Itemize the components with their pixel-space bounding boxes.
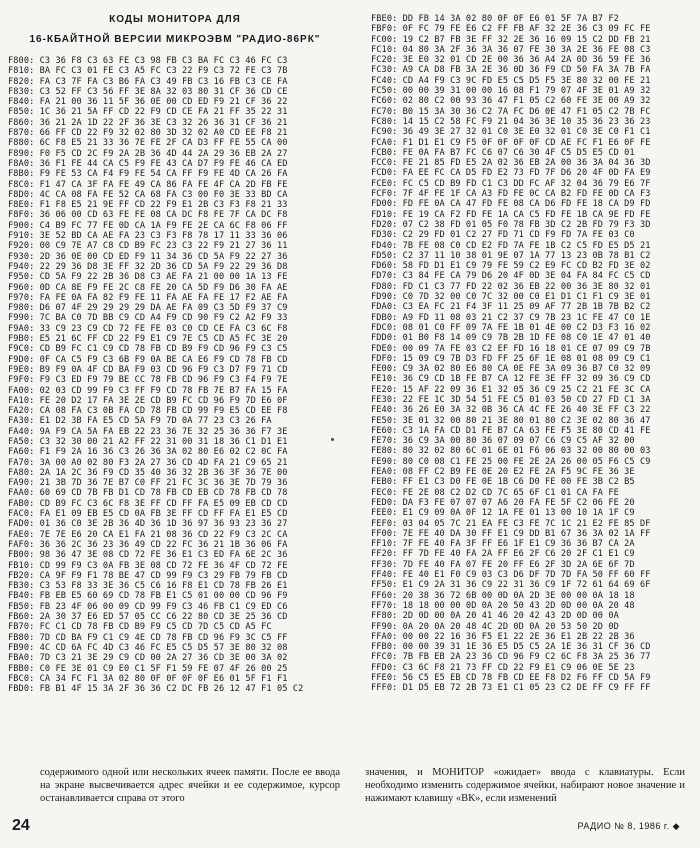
hex-dump-line: FE60: C3 1A FA CD D1 FE B7 CA 63 FE F5 3E 80 CD 41 FE xyxy=(371,425,651,436)
hex-dump-line: FAD0: 01 36 C0 3E 2B 36 4D 36 1D 36 97 36 93 23 36 27 xyxy=(8,519,288,530)
hex-dump-line: FB00: 98 36 47 3E 08 CD 72 FE 36 E1 C3 ED FA 6E 2C 36 xyxy=(8,550,288,561)
hex-dump-line: F8A0: 36 F1 FE 44 CA C5 F9 FE 43 CA D7 F9 FE 46 CA ED xyxy=(8,158,288,169)
hex-dump-line: F830: C3 52 FF C3 56 FF 3E 8A 32 03 80 31 CF 36 CD CE xyxy=(8,86,288,97)
hex-dump-line: FBB0: C0 FE 3E 01 C9 E0 C1 5F F1 59 FE 07 4F 26 00 25 xyxy=(8,663,288,674)
hex-dump-line: F990: 7C BA C0 7D BB C9 CD A4 F9 CD 90 F9 C2 A2 F9 33 xyxy=(8,313,288,324)
hex-dump-line: FF50: E1 C9 2A 31 36 C9 22 31 36 C9 1F 72 61 64 69 6F xyxy=(371,580,651,591)
hex-dump-line: FD50: C2 37 11 10 38 01 9E 07 1A 77 13 23 0B 78 B1 C2 xyxy=(371,250,651,261)
hex-dump-line: F9F0: F9 C3 ED F9 79 BE CC 78 FB CD 96 F9 C3 F4 F9 7E xyxy=(8,375,288,386)
hex-dump-line: F860: 36 21 2A 1D 22 2F 36 3E C3 32 26 36 31 CF 36 21 xyxy=(8,117,288,128)
hex-dump-line: FDE0: 00 09 7A FE 03 C2 EF FD 16 18 01 CE 07 09 C9 7B xyxy=(371,343,651,354)
hex-dump-line: FC30: A9 CA D8 FB 3A 2E 36 0D 36 F9 CD 50 FA 3A 7B FA xyxy=(371,65,651,76)
hex-dump-line: FA20: CA 08 FA C3 0B FA CD 78 FB CD 99 F9 E5 CD EE F8 xyxy=(8,406,288,417)
hex-dump-line: FE40: 36 26 E0 3A 32 0B 36 CA 4C FE 26 40 3E FF C3 22 xyxy=(371,405,651,416)
hex-dump-line: FBD0: FB B1 4F 15 3A 2F 36 36 C2 DC FB 26 12 47 F1 05 C2 xyxy=(8,684,304,695)
hex-dump-line: FC90: 36 49 3E 27 32 01 C0 3E E0 32 01 C0 3E C0 F1 C1 xyxy=(371,127,651,138)
hex-dump-line: FCF0: 7F 4F FE 1F CA A3 FD FE 0C CA B2 FD FE 0D CA F3 xyxy=(371,189,651,200)
hex-dump-line: FB30: C3 53 F8 33 3E 36 C5 C6 16 F8 E1 CD 78 FB 26 E1 xyxy=(8,581,288,592)
hex-dump-line: F9D0: 0F CA C5 F9 C3 6B F9 0A BE CA E6 F9 CD 78 FB CD xyxy=(8,354,288,365)
hex-dump-line: FAA0: 60 69 CD 7B FB D1 CD 78 FB CD EB CD 78 FB CD 78 xyxy=(8,488,288,499)
hex-dump-line: FB60: 2A 30 37 E6 ED 57 05 CC C6 22 80 CD 3E 25 36 CD xyxy=(8,612,288,623)
hex-dump-line: F970: FA FE 0A FA 82 F9 FE 11 FA AE FA FE 17 F2 AE FA xyxy=(8,292,288,303)
hex-dump-line: F930: 2D 36 0E 00 CD ED F9 11 34 36 CD 5A F9 22 27 36 xyxy=(8,251,288,262)
hex-dump-line: FB20: CA 9F F9 F1 78 BE 47 CD 99 F9 C3 29 FB 79 FB CD xyxy=(8,570,288,581)
hex-dump-line: F8B0: F9 FE 53 CA F4 F9 FE 54 CA FF F9 FE 4D CA 26 FA xyxy=(8,169,288,180)
hex-dump-line: FAC0: FA E1 09 EB E5 CD 0A FB 3E FF CD FF FA E1 E5 CD xyxy=(8,509,288,520)
hex-dump-line: FEE0: E1 C9 09 0A 0F 12 1A FE 01 13 00 10 1A 1F C9 xyxy=(371,508,635,519)
hex-dump-line: FA10: FE 20 D2 17 FA 3E 2E CD B9 FC CD 96 F9 7D E6 0F xyxy=(8,395,288,406)
hex-dump-line: FB80: 7D CD BA F9 C1 C9 4E CD 78 FB CD 96 F9 3C C5 FF xyxy=(8,632,288,643)
hex-dump-line: F820: FA C3 7F FA C3 B6 FA C3 49 FB C3 16 FB C3 CE FA xyxy=(8,76,288,87)
page-title: КОДЫ МОНИТОРА ДЛЯ xyxy=(109,14,241,25)
hex-dump-line: FEF0: 03 04 05 7C 21 EA FE C3 FE 7C 1C 21 E2 FE 85 DF xyxy=(371,518,651,529)
hex-dump-right-column xyxy=(371,14,651,694)
hex-dump-line: FED0: DA F3 FE 07 07 07 A6 20 FA FE 5F C2 06 FE 20 xyxy=(371,497,635,508)
hex-dump-line: F8F0: 36 06 00 CD 63 FE FE 08 CA DC F8 FE 7F CA DC F8 xyxy=(8,210,288,221)
hex-dump-line: FB40: FB EB E5 60 69 CD 78 FB E1 C5 01 00 00 CD 96 F9 xyxy=(8,591,288,602)
hex-dump-line: FA60: F1 F9 2A 16 36 C3 26 36 3A 02 80 E6 02 C2 0C FA xyxy=(8,447,288,458)
hex-dump-line: FCA0: F1 D1 E1 C9 F5 0F 0F 0F 0F CD AE FC F1 E6 0F FE xyxy=(371,137,651,148)
article-text-left: содержимого одной или нескольких ячеек памяти. После ее ввода на экране высвечивается адрес ячейки и ее содержимое, курсор останавливается справа от этого xyxy=(40,767,340,804)
hex-dump-line: FD30: C2 29 FD 01 C2 27 FD 71 CD F9 FD 7A FE 03 C0 xyxy=(371,230,635,241)
hex-dump-line: FBF0: 0F FC 79 FE E6 C2 FF FB AF 32 2E 36 C3 09 FC FE xyxy=(371,24,651,35)
hex-dump-line: FA50: C3 32 30 00 21 A2 FF 22 31 00 31 18 36 C1 D1 E1 xyxy=(8,436,288,447)
hex-dump-line: FD20: 07 C2 38 FD 01 05 F0 78 FB 3D C2 2B FD 79 F3 3D xyxy=(371,219,651,230)
hex-dump-line: F850: 1C 36 21 5A FF CD 22 F9 CD CE FA 21 FF 35 22 31 xyxy=(8,107,288,118)
hex-dump-line: FFD0: C3 6C F8 21 73 FF CD 22 F9 E1 C9 06 0E 5E 23 xyxy=(371,662,635,673)
hex-dump-line: FC70: B0 15 3A 30 36 C2 7A FC D6 0E 47 F1 05 C2 7B FC xyxy=(371,106,651,117)
hex-dump-line: F9E0: B9 F9 0A 4F CD BA F9 03 CD 96 F9 C3 D7 F9 71 CD xyxy=(8,364,288,375)
hex-dump-line: F870: 66 FF CD 22 F9 32 02 80 3D 32 02 A0 CD EE F8 21 xyxy=(8,128,288,139)
hex-dump-line: FAE0: 7E 7E E6 20 CA E1 FA 21 08 36 CD 22 F9 C3 2C CA xyxy=(8,529,288,540)
hex-dump-line: FCC0: FE 21 85 FD E5 2A 02 36 EB 2A 00 36 3A 04 36 3D xyxy=(371,158,651,169)
page-subtitle: 16-КБАЙТНОЙ ВЕРСИИ МИКРОЭВМ "РАДИО-86РК" xyxy=(29,34,321,45)
article-text-right: значения, и МОНИТОР «ожидает» ввода с клавиатуры. Если необходимо изменить содержимое ячейки, набирают новое значение и нажимают клавишу «ВК», если изменений xyxy=(365,767,685,804)
hex-dump-line: FC50: 00 00 39 31 00 00 16 08 F1 79 07 4F 3E 01 A9 32 xyxy=(371,86,651,97)
hex-dump-line: FE90: 80 C0 08 C1 FE 25 00 FE 2E 2A 26 00 05 F6 C5 C9 xyxy=(371,456,651,467)
hex-dump-line: F940: 22 29 36 D8 3E FF 32 2D 36 CD 5A F9 22 29 36 D8 xyxy=(8,261,288,272)
hex-dump-line: FA80: 2A 1A 2C 36 F9 CD 35 40 36 32 2B 36 3F 36 7E 00 xyxy=(8,467,288,478)
hex-dump-line: F960: 0D CA 8E F9 FE 2C C8 FE 20 CA 5D F9 D6 30 FA AE xyxy=(8,282,288,293)
hex-dump-line: FD40: 7B FE 08 C0 CD E2 FD 7A FE 1B C2 C5 FD E5 D5 21 xyxy=(371,240,651,251)
hex-dump-line: FC60: 02 80 C2 00 93 36 47 F1 05 C2 60 FE 3E 00 A9 32 xyxy=(371,96,651,107)
hex-dump-line: FDB0: A9 FD 11 08 03 21 C2 37 C9 7B 23 1C FE 47 C0 1E xyxy=(371,312,651,323)
hex-dump-line: FD80: FD C1 C3 77 FD 22 02 36 EB 22 00 36 3E 80 32 01 xyxy=(371,281,651,292)
hex-dump-line: F800: C3 36 F8 C3 63 FE C3 98 FB C3 BA FC C3 46 FC C3 xyxy=(8,56,288,66)
hex-dump-line: FC20: 3E E0 32 01 CD 2E 00 36 36 A4 2A 0D 36 59 FE 36 xyxy=(371,55,651,66)
hex-dump-line: FB50: FB 23 4F 06 00 09 CD 99 F9 C3 46 FB C1 C9 ED C6 xyxy=(8,601,288,612)
hex-dump-line: FE50: 3E 01 32 00 80 21 3E 80 01 80 C2 3E 02 80 36 47 xyxy=(371,415,651,426)
hex-dump-line: FCE0: FC C5 CD B9 FD C1 C3 DD FC AF 32 04 36 79 E6 7F xyxy=(371,178,651,189)
hex-dump-left-column xyxy=(8,56,303,694)
hex-dump-line: FE20: 15 AF 22 09 36 E1 32 05 36 C9 25 C2 21 FE 3C CA xyxy=(371,384,651,395)
hex-dump-line: FFC0: 7B FB EB 2A 23 36 CD 96 F9 C2 6C F8 3A 25 36 77 xyxy=(371,652,651,663)
hex-dump-line: FDF0: 15 09 C9 7B D3 FD FF 25 6F 1E 08 01 08 09 C9 C1 xyxy=(371,353,651,364)
hex-dump-line: F900: C4 B9 FC 77 FE 0D CA 1A F9 FE 2E CA 6C F8 06 FF xyxy=(8,220,288,231)
hex-dump-line: FD60: 58 FD D1 E1 C9 79 FE 59 C2 E9 FC CD B2 FD 3E 02 xyxy=(371,261,651,272)
hex-dump-line: FDA0: C3 EA FC 21 F4 3F 11 25 09 AF 77 2B 1B 7B B2 C2 xyxy=(371,302,651,313)
hex-dump-line: FA30: E1 D2 3B FA E5 CD 5A F9 7D 0A 77 23 C3 26 FA xyxy=(8,416,272,427)
hex-dump-line: FA90: 21 3B 7D 36 7E B7 C0 FF 21 FC 3C 36 3E 7D 79 36 xyxy=(8,478,288,489)
hex-dump-line: FA00: 02 03 CD 99 F9 C3 FF F9 CD 78 FB 7E B7 FA 15 FA xyxy=(8,385,288,396)
hex-dump-line: FD90: C0 7D 32 00 C0 7C 32 00 C0 E1 D1 C1 F1 C9 3E 01 xyxy=(371,292,651,303)
hex-dump-line: FF30: 7D FE 40 FA 07 FE 20 FF E6 2F 3D 2A 6E 6F 7D xyxy=(371,559,635,570)
hex-dump-line: FAB0: CD B9 FC C3 6C F8 3E FF CD FF FA E5 09 EB CD CD xyxy=(8,498,288,509)
hex-dump-line: F9C0: CD B9 FC C1 C9 CD 78 FB CD B9 F9 CD 96 F9 C3 C5 xyxy=(8,344,288,355)
hex-dump-line: F8E0: F1 F8 E5 21 9E FF CD 22 F9 E1 2B C3 F3 F8 21 33 xyxy=(8,200,288,211)
hex-dump-line: FBC0: CA 34 FC F1 3A 02 80 0F 0F 0F 0F E6 01 5F F1 F1 xyxy=(8,673,288,684)
hex-dump-line: FE70: 36 C9 3A 00 80 36 07 09 07 C6 C9 C5 AF 32 00 xyxy=(371,436,635,447)
hex-dump-line: FEB0: FF E1 C3 D0 FE 0E 1B C6 D0 FE 00 FE 3B C2 B5 xyxy=(371,477,635,488)
print-speck xyxy=(331,438,334,441)
hex-dump-line: F980: D6 07 4F 29 29 29 29 DA AE FA 09 C3 5D F9 37 C9 xyxy=(8,303,288,314)
hex-dump-line: FB90: 4C CD 6A FC 4D C3 46 FC E5 C5 D5 57 3E 80 32 08 xyxy=(8,642,288,653)
hex-dump-line: FF60: 20 38 36 72 6B 00 0D 0A 2D 3E 00 00 0A 18 18 xyxy=(371,590,635,601)
hex-dump-line: F910: 3E 52 BD CA AE FA 23 C3 F3 F8 78 17 11 33 36 06 xyxy=(8,231,288,242)
hex-dump-line: FCB0: FE 0A FA B7 FC C6 07 C6 30 4F C5 D5 E5 CD 01 xyxy=(371,147,635,158)
hex-dump-line: FFF0: D1 D5 EB 72 2B 73 E1 C1 05 23 C2 DE FF C9 FF FF xyxy=(371,683,651,694)
hex-dump-line: FBA0: 7D C3 21 3E 29 C9 CD 00 2A 27 36 CD 3E 00 3A 02 xyxy=(8,653,288,664)
hex-dump-line: FF40: FE 40 E1 F0 C9 03 C3 D6 DF 7D 7D FA 50 FF 60 FF xyxy=(371,570,651,581)
hex-dump-line: F8C0: F1 47 CA 3F FA FE 49 CA 86 FA FE 4F CA 2D FB FE xyxy=(8,179,288,190)
hex-dump-line: FE10: 36 C9 CD 1B FE B7 CA 12 FE 3E FF 32 09 36 C9 CD xyxy=(371,374,651,385)
hex-dump-line: FD70: C3 84 FE CA 79 D6 20 4F 0D 3E 04 FA 84 FC C5 CD xyxy=(371,271,651,282)
hex-dump-line: F890: F0 F5 CD 2C F9 2A 2B 36 4D 44 2A 29 36 EB 2A 27 xyxy=(8,148,288,159)
hex-dump-line: FA70: 3A 00 A0 02 80 F3 2A 27 36 CD 4D FA 21 C9 65 21 xyxy=(8,457,288,468)
hex-dump-line: FF90: 0A 20 0A 20 48 4C 2D 0D 0A 20 53 50 2D 0D xyxy=(371,621,619,632)
hex-dump-line: FEC0: FE 2E 08 C2 D2 CD 7C 65 6F C1 01 CA FA FE xyxy=(371,487,619,498)
hex-dump-line: F9A0: 33 C9 23 C9 CD 72 FE FE 03 C0 CD CE FA C3 6C F8 xyxy=(8,323,288,334)
hex-dump-line: FFB0: 00 00 39 31 1E 36 E5 D5 C5 2A 1E 36 31 CF 36 CD xyxy=(371,642,651,653)
hex-dump-line: FE00: C9 3A 02 80 E6 80 CA 0E FE 3A 09 36 B7 C0 32 09 xyxy=(371,364,651,375)
hex-dump-line: F950: CD 5A F9 22 2B 36 D8 C3 AE FA 21 00 00 1A 13 FE xyxy=(8,272,288,283)
hex-dump-line: FE30: 22 FE 1C 3D 54 51 FE C5 01 03 50 CD 27 FD C1 3A xyxy=(371,394,651,405)
hex-dump-line: FF70: 18 18 00 00 0D 0A 20 50 43 2D 0D 00 0A 20 48 xyxy=(371,600,635,611)
hex-dump-line: FD10: FE 19 CA F2 FD FE 1A CA C5 FD FE 1B CA 9E FD FE xyxy=(371,209,651,220)
hex-dump-line: FF00: 7E FE 40 DA 30 FF E1 C9 DD B1 67 36 3A 02 1A FF xyxy=(371,528,651,539)
hex-dump-line: FD00: FD FE 0A CA 47 FD FE 08 CA D6 FD FE 18 CA D9 FD xyxy=(371,199,651,210)
footer-issue: РАДИО № 8, 1986 г. ◆ xyxy=(577,821,680,831)
hex-dump-line: FC10: 04 80 3A 2F 36 3A 36 07 FE 30 3A 2E 36 FE 08 C3 xyxy=(371,44,651,55)
hex-dump-line: FBE0: DD FB 14 3A 02 80 0F 0F E6 01 5F 7A B7 F2 xyxy=(371,14,619,24)
hex-dump-line: FF10: 7F FE 40 FA 3F FF E6 1F E1 C9 36 36 B7 CA 2A xyxy=(371,539,635,550)
hex-dump-line: FA40: 9A F9 CA 5A FA EB 22 23 36 7E 32 25 36 36 F7 3E xyxy=(8,426,288,437)
hex-dump-line: FCD0: FA EE FC CA D5 FD E2 73 FD 7F D6 20 4F 0D FA E9 xyxy=(371,168,651,179)
hex-dump-line: FFE0: 56 C5 E5 EB CD 78 FB CD EE F8 D2 F6 FF CD 5A F9 xyxy=(371,673,651,683)
hex-dump-line: FE80: 80 32 02 80 6C 01 6E 01 F6 06 03 32 00 80 00 03 xyxy=(371,446,651,457)
hex-dump-line: FDC0: 08 01 C0 FF 09 7A FE 1B 01 4E 00 C2 D3 F3 16 02 xyxy=(371,322,651,333)
hex-dump-line: FDD0: 01 B0 F8 14 09 C9 7B 2B 1D FE 08 C0 1E 47 01 40 xyxy=(371,333,651,344)
hex-dump-line: F9B0: E5 21 6C FF CD 22 F9 E1 C9 7E C5 CD A5 FC 3E 20 xyxy=(8,334,288,345)
hex-dump-line: FEA0: 08 FF C2 B9 FE 0E 20 E2 FE 2A F5 9C FE 36 3E xyxy=(371,467,635,478)
hex-dump-line: F880: 6C F8 E5 21 33 36 7E FE 2F CA D3 FF FE 55 CA 00 xyxy=(8,138,288,149)
hex-dump-line: FFA0: 00 00 22 16 36 F5 E1 22 2E 36 E1 2B 22 2B 36 xyxy=(371,631,635,642)
hex-dump-line: FC00: 19 C2 B7 FB 3E FF 32 2E 36 16 09 15 C2 DD FB 21 xyxy=(371,34,651,45)
hex-dump-line: F920: 00 C9 7E A7 C8 CD B9 FC 23 C3 22 F9 21 27 36 11 xyxy=(8,241,288,252)
hex-dump-line: FC80: 14 15 C2 58 FC F9 21 04 36 3E 10 35 36 23 36 23 xyxy=(371,116,651,127)
hex-dump-line: FF20: FF 7D FE 40 FA 2A FF E6 2F C6 20 2F C1 E1 C9 xyxy=(371,549,635,560)
hex-dump-line: FF80: 2D 0D 00 0A 20 41 46 20 42 43 2D 0D 00 0A xyxy=(371,611,619,622)
hex-dump-line: FC40: CD A4 F9 C3 9C FD E5 C5 D5 F5 3E 80 32 00 FE 21 xyxy=(371,75,651,86)
hex-dump-line: FAF0: 36 36 2C 36 23 36 49 CD 22 FC 36 21 1B 36 06 FA xyxy=(8,539,288,550)
hex-dump-line: F8D0: 4C CA 08 FA FE 52 CA 68 FA C3 00 F0 3E 33 BD CA xyxy=(8,189,288,200)
page-number: 24 xyxy=(12,817,30,834)
hex-dump-line: FB70: FC C1 CD 78 FB CD B9 F9 C5 CD 7D C5 CD A5 FC xyxy=(8,622,272,633)
hex-dump-line: F810: BA FC C3 01 FE C3 A5 FC C3 22 F9 C3 72 FE C3 7B xyxy=(8,66,288,77)
hex-dump-line: FB10: CD 99 F9 C3 0A FB 3E 08 CD 72 FE 36 4F CD 72 FE xyxy=(8,560,288,571)
hex-dump-line: F840: FA 21 00 36 11 5F 36 0E 00 CD ED F9 21 CF 36 22 xyxy=(8,97,288,108)
